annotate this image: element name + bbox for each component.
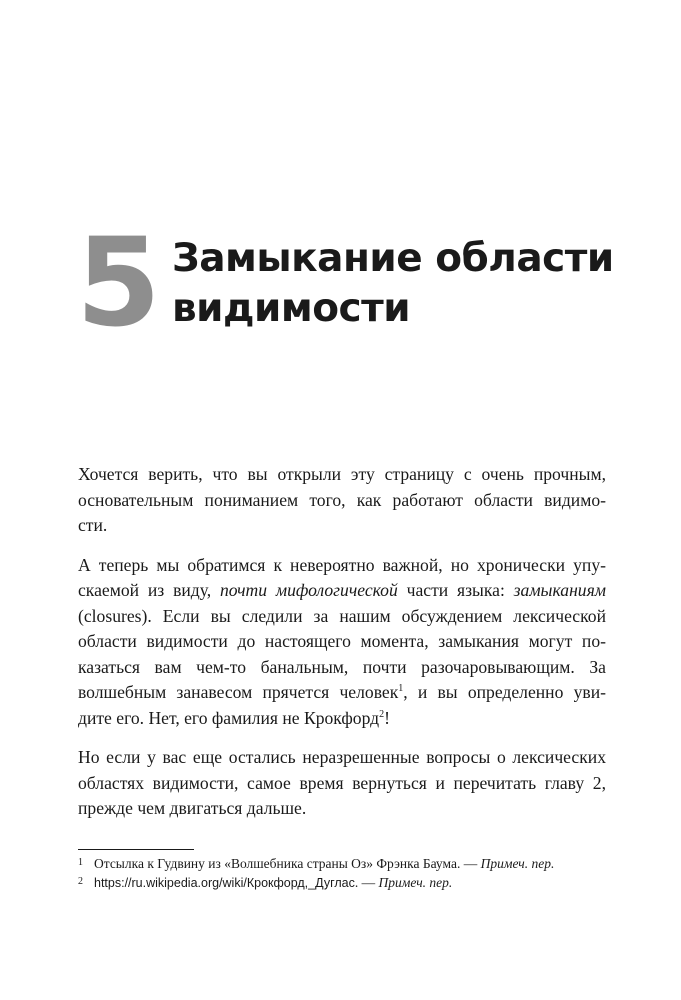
paragraph-2 [78,553,606,732]
text-line [78,706,606,732]
text-line: основательным пониманием того, как работают области видимо- [78,489,606,510]
footnote-divider [78,849,194,850]
footnote-2 [78,874,608,892]
text-run: , и вы определенно уви- [403,682,606,702]
text-line: прежде чем двигаться дальше. [78,798,307,818]
text-line: (closures). Если вы следили за нашим обсуждением лексической [78,605,606,626]
footnotes [78,855,608,894]
footnote-note: Примеч. пер. [480,856,555,871]
chapter-title [172,234,642,334]
text-run: части языка: [397,580,514,600]
text-line [78,680,606,706]
footnote-ref-1[interactable]: 1 [398,683,404,694]
text-line: области видимости до настоящего момента, замыкания могут по- [78,631,606,651]
paragraph-1 [78,462,606,539]
text-line: казаться вам чем-то банальным, почти разочаровывающим. За [78,656,606,677]
text-run: ! [384,707,390,728]
text-run: дите его. Нет, его фамилия не Крокфорд [78,707,380,728]
chapter-title-line-1: Замыкание области [172,236,614,281]
text-run: волшебным занавесом прячется человек [78,682,399,702]
footnote-1 [78,855,608,872]
footnote-mark: 2 [78,876,83,887]
italic-term: почти мифологической [220,580,398,600]
text-line: Но если у вас еще остались неразрешенные вопросы о лексических [78,747,606,767]
text-line: А теперь мы обратимся к невероятно важной, но хронически упу- [78,554,606,575]
text-line: сти. [78,515,108,535]
italic-term: замыканиям [513,580,606,600]
text-line [78,578,606,604]
footnote-mark: 1 [78,857,83,868]
footnote-link[interactable]: https://ru.wikipedia.org/wiki/Крокфорд,_Дуглас [94,876,355,890]
chapter-title-line-2: видимости [172,286,411,331]
body-text [78,462,606,836]
footnote-text: . — [354,875,379,890]
chapter-number: 5 [76,212,159,354]
footnote-ref-2[interactable]: 2 [379,708,385,720]
text-line: Хочется верить, что вы открыли эту страницу с очень прочным, [78,464,606,484]
paragraph-3 [78,745,606,822]
footnote-note: Примеч. пер. [378,875,453,890]
text-run: скаемой из виду, [78,580,220,600]
footnote-text: Отсылка к Гудвину из «Волшебника страны Оз» Фрэнка Баума. — [94,856,481,871]
text-line: областях видимости, самое время вернуться и перечитать главу 2, [78,772,606,793]
